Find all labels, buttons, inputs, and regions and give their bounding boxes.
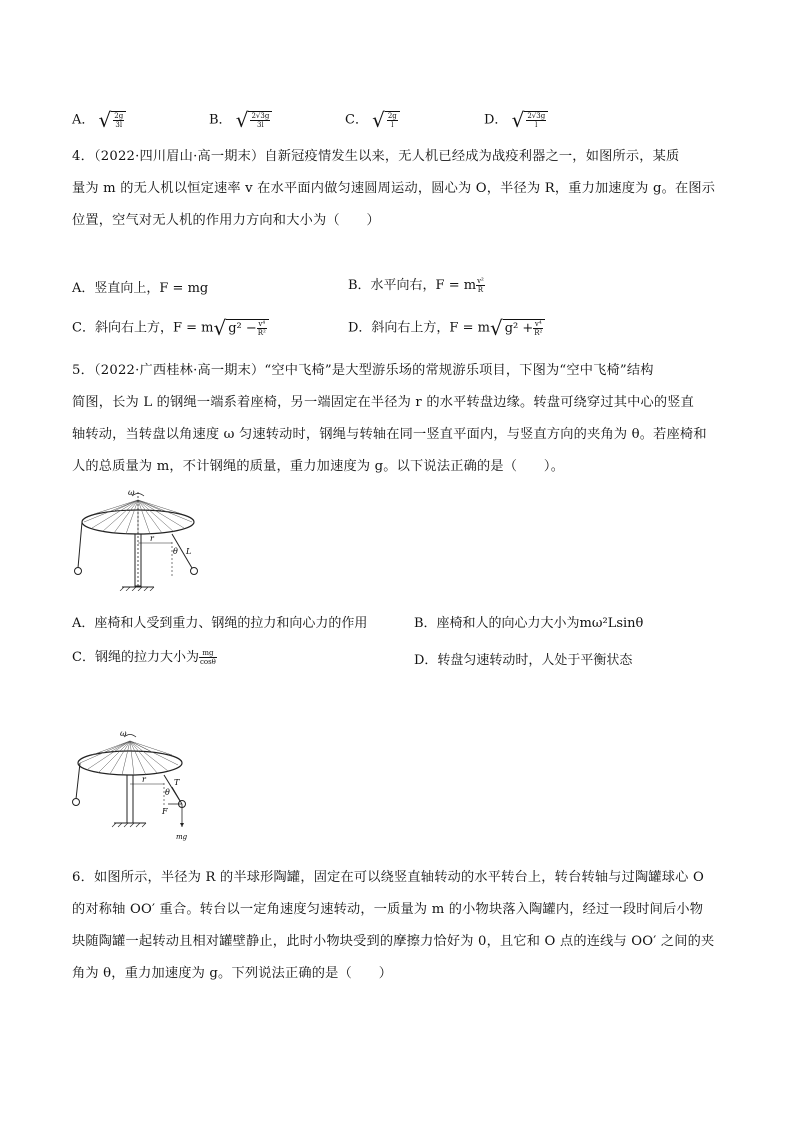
q5-option-b: B．座椅和人的向心力大小为mω²Lsinθ [414, 616, 644, 631]
fig2-F-label: F [162, 807, 168, 816]
q5-line-4: 人的总质量为 m，不计钢绳的质量，重力加速度为 g。以下说法正确的是（ ）。 [72, 459, 565, 474]
q3-option-b: B． √ $\frac{2√3g}{3l}$ [209, 108, 272, 132]
q4-option-a: A．竖直向上，F = mg [72, 281, 209, 296]
fig1-r-label: r [150, 534, 154, 543]
q5-option-d: D．转盘匀速转动时，人处于平衡状态 [414, 653, 633, 668]
fig1-L-label: L [186, 547, 192, 556]
q5-line-2: 简图，长为 L 的钢绳一端系着座椅，另一端固定在半径为 r 的水平转盘边缘。转盘可绕穿过其中心的竖直 [72, 395, 695, 410]
q5-line-1: 5．（2022·广西桂林·高一期末）“空中飞椅”是大型游乐场的常规游乐项目，下图为“空中飞椅”结构 [72, 363, 654, 378]
q4-option-b: B．水平向右，F = m $\frac{\text{v²}}{R}$ [348, 277, 484, 294]
q4-line-3: 位置，空气对无人机的作用力方向和大小为（ ） [72, 213, 380, 228]
fig2-r-label: r [142, 775, 146, 784]
q3-option-d: D． √ $\frac{2√3g}{l}$ [484, 108, 548, 132]
q4-option-d: D．斜向右上方，F = m√ g² + $\frac{\text{v⁴}}{\text{R²}}$ [348, 316, 545, 340]
fig1-omega-label: ω [128, 488, 135, 497]
flying-chair-figure [74, 486, 214, 591]
q4-line-1: 4．（2022·四川眉山·高一期末）自新冠疫情发生以来，无人机已经成为战疫利器之一，如图所示，某质 [72, 149, 680, 164]
fig2-theta-label: θ [165, 788, 170, 797]
fig1-theta-label: θ [173, 547, 178, 556]
fig2-T-label: T [174, 778, 180, 787]
q6-line-4: 角为 θ，重力加速度为 g。下列说法正确的是（ ） [72, 966, 393, 981]
q5-line-3: 轴转动，当转盘以角速度 ω 匀速转动时，钢绳与转轴在同一竖直平面内，与竖直方向的夹角为 θ。若座椅和 [72, 427, 707, 442]
q6-line-1: 6．如图所示，半径为 R 的半球形陶罐，固定在可以绕竖直轴转动的水平转台上，转台转轴与过陶罐球心 O [72, 870, 704, 885]
fig2-omega-label: ω [120, 729, 127, 738]
q3-option-c: C． √ $\frac{2g}{l}$ [345, 108, 400, 132]
force-analysis-figure [72, 727, 202, 845]
q3-option-a: A． √ $\frac{2g}{3l}$ [72, 108, 126, 132]
q4-option-c: C．斜向右上方，F = m√ g² − $\frac{\text{v⁴}}{\text{R²}}$ [72, 316, 269, 340]
q4-line-2: 量为 m 的无人机以恒定速率 v 在水平面内做匀速圆周运动，圆心为 O，半径为 R，重力加速度为 g。在图示 [72, 181, 716, 196]
q6-line-2: 的对称轴 OO′ 重合。转台以一定角速度匀速转动，一质量为 m 的小物块落入陶罐内，经过一段时间后小物 [72, 902, 704, 917]
q6-line-3: 块随陶罐一起转动且相对罐壁静止，此时小物块受到的摩擦力恰好为 0，且它和 O 点的连线与 OO′ 之间的夹 [72, 934, 715, 949]
fig2-mg-label: mg [176, 833, 188, 841]
q5-option-a: A．座椅和人受到重力、钢绳的拉力和向心力的作用 [72, 616, 368, 631]
q5-option-c: C．钢绳的拉力大小为 $\frac{mg}{\cos\theta}$ [72, 649, 216, 666]
